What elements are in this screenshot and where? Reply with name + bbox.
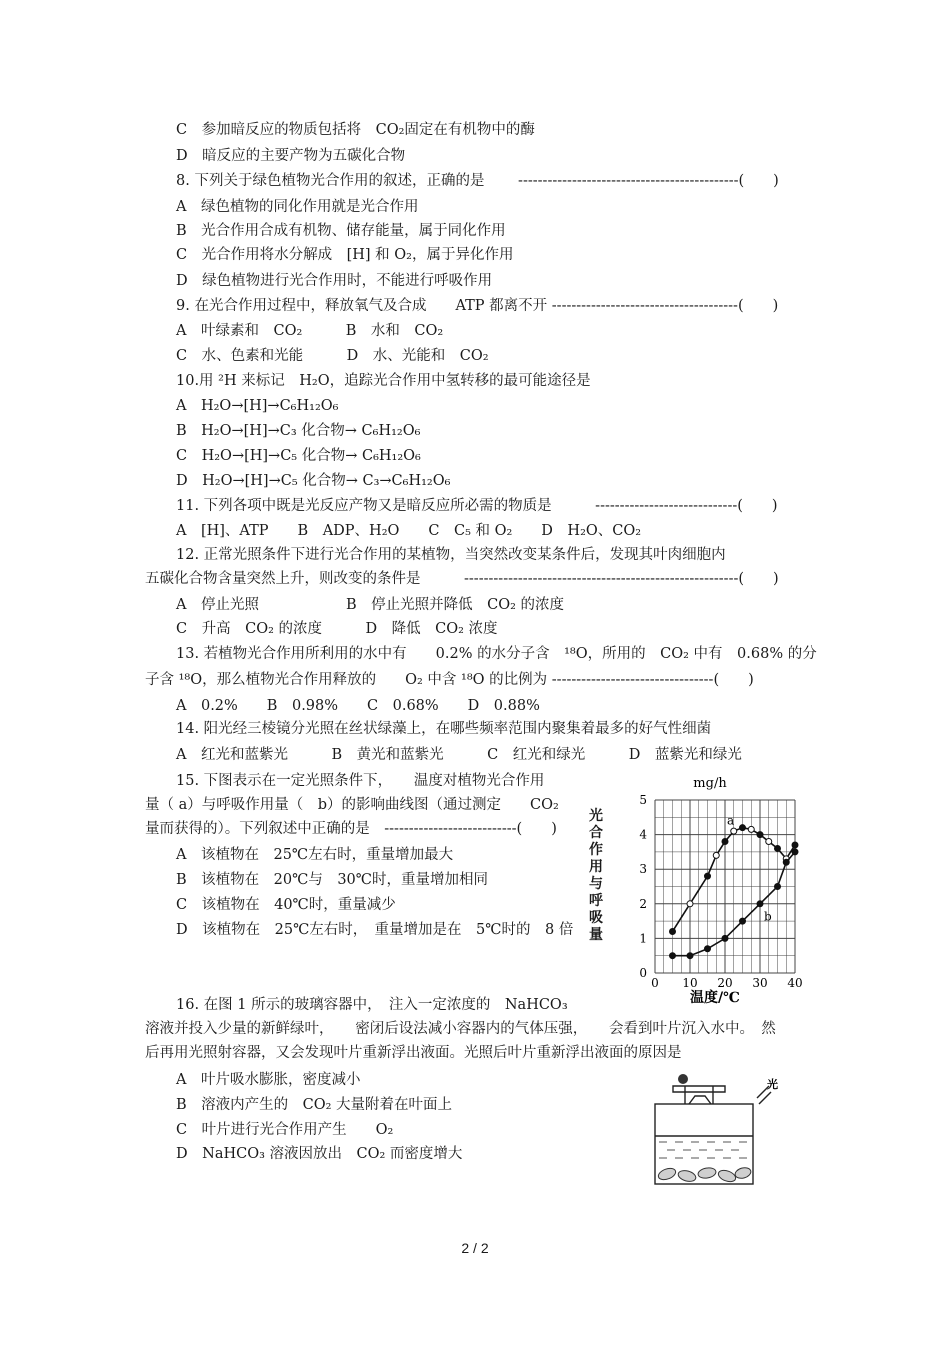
- temperature-chart: [615, 770, 815, 1005]
- question-11: 11. 下列各项中既是光反应产物又是暗反应所必需的物质是 -----------------------------( ): [176, 498, 778, 514]
- question-8: 8. 下列关于绿色植物光合作用的叙述，正确的是 ---------------------------------------------( ): [176, 173, 779, 189]
- option-8c: C 光合作用将水分解成 [H] 和 O₂，属于异化作用: [176, 247, 514, 263]
- page-number: 2 / 2: [461, 1240, 489, 1256]
- y-tick-label: 2: [639, 896, 647, 911]
- y-tick-label: 3: [639, 862, 647, 877]
- data-point-a: [775, 845, 781, 851]
- data-point-b: [792, 849, 798, 855]
- series-label-a: a: [727, 813, 735, 828]
- y-tick-label: 0: [639, 966, 647, 980]
- options-14: A 红光和蓝紫光 B 黄光和蓝紫光 C 红光和绿光 D 蓝紫光和绿光: [176, 747, 742, 763]
- y-tick-label: 5: [639, 793, 647, 807]
- question-14: 14. 阳光经三棱镜分光照在丝状绿藻上，在哪些频率范围内聚集着最多的好气性细菌: [176, 721, 712, 737]
- glass-container-diagram: [645, 1070, 785, 1190]
- x-tick-label: 30: [752, 976, 768, 990]
- valve-bar: [673, 1086, 725, 1092]
- option-15a: A 该植物在 25℃左右时，重量增加最大: [176, 847, 454, 863]
- question-13-line2: 子含 ¹⁸O，那么植物光合作用释放的 O₂ 中含 ¹⁸O 的比例为 ---------------------------------( ): [145, 672, 754, 688]
- option-16d: D NaHCO₃ 溶液因放出 CO₂ 而密度增大: [176, 1146, 463, 1162]
- question-16-line1: 16. 在图 1 所示的玻璃容器中， 注入一定浓度的 NaHCO₃: [176, 997, 568, 1013]
- data-point-a: [766, 839, 772, 845]
- chart-y-label: 光合作用与呼吸量: [589, 808, 603, 943]
- data-point-b: [783, 859, 789, 865]
- option-15d: D 该植物在 25℃左右时， 重量增加是在 5℃时的 8 倍: [176, 922, 574, 938]
- option-15c: C 该植物在 40℃时，重量减少: [176, 897, 396, 913]
- data-point-a: [731, 828, 737, 834]
- option-10b: B H₂O→[H]→C₃ 化合物→ C₆H₁₂O₆: [176, 423, 421, 439]
- leaves: [657, 1166, 752, 1184]
- options-11: A [H]、ATP B ADP、H₂O C C₅ 和 O₂ D H₂O、CO₂: [176, 523, 642, 539]
- question-12-line2: 五碳化合物含量突然上升，则改变的条件是 --------------------------------------------------------( ): [145, 571, 779, 587]
- x-tick-label: 40: [787, 976, 803, 990]
- question-12-line1: 12. 正常光照条件下进行光合作用的某植物，当突然改变某条件后，发现其叶肉细胞内: [176, 547, 726, 563]
- question-16-line3: 后再用光照射容器，又会发现叶片重新浮出液面。光照后叶片重新浮出液面的原因是: [145, 1045, 682, 1061]
- option-10c: C H₂O→[H]→C₅ 化合物→ C₆H₁₂O₆: [176, 448, 421, 464]
- option-16c: C 叶片进行光合作用产生 O₂: [176, 1122, 394, 1138]
- data-point-a: [705, 873, 711, 879]
- data-point-a: [687, 901, 693, 907]
- chart-title: mg/h: [693, 776, 727, 791]
- data-point-b: [705, 946, 711, 952]
- option-12ab: A 停止光照 B 停止光照并降低 CO₂ 的浓度: [176, 597, 565, 613]
- y-tick-label: 1: [639, 931, 647, 946]
- option-8d: D 绿色植物进行光合作用时，不能进行呼吸作用: [176, 273, 493, 289]
- light-label: 光: [767, 1078, 778, 1091]
- x-tick-label: 20: [717, 976, 733, 990]
- data-point-a: [757, 832, 763, 838]
- data-point-a: [670, 928, 676, 934]
- option-16b: B 溶液内产生的 CO₂ 大量附着在叶面上: [176, 1097, 453, 1113]
- data-point-b: [670, 953, 676, 959]
- data-point-a: [740, 825, 746, 831]
- data-point-a: [713, 852, 719, 858]
- option-7c: C 参加暗反应的物质包括将 CO₂固定在有机物中的酶: [176, 122, 535, 138]
- stopper: [689, 1096, 711, 1104]
- data-point-b: [722, 935, 728, 941]
- option-9ab: A 叶绿素和 CO₂ B 水和 CO₂: [176, 323, 444, 339]
- options-13: A 0.2% B 0.98% C 0.68% D 0.88%: [176, 698, 540, 714]
- question-10: 10.用 ²H 来标记 H₂O，追踪光合作用中氢转移的最可能途径是: [176, 373, 591, 389]
- question-13-line1: 13. 若植物光合作用所利用的水中有 0.2% 的水分子含 ¹⁸O，所用的 CO₂ 中有 0.68% 的分: [176, 646, 817, 662]
- x-tick-label: 10: [682, 976, 698, 990]
- data-point-b: [757, 901, 763, 907]
- liquid-hatching: [659, 1142, 747, 1158]
- valve-knob: [678, 1074, 688, 1084]
- option-10d: D H₂O→[H]→C₅ 化合物→ C₃→C₆H₁₂O₆: [176, 473, 451, 489]
- question-15-line1: 15. 下图表示在一定光照条件下， 温度对植物光合作用: [176, 773, 545, 789]
- question-15-line2: 量（ a）与呼吸作用量（ b）的影响曲线图（通过测定 CO₂: [145, 797, 559, 813]
- data-point-b: [775, 884, 781, 890]
- x-tick-label: 0: [651, 976, 659, 990]
- option-16a: A 叶片吸水膨胀，密度减小: [176, 1072, 361, 1088]
- option-9cd: C 水、色素和光能 D 水、光能和 CO₂: [176, 348, 489, 364]
- option-8a: A 绿色植物的同化作用就是光合作用: [176, 199, 419, 215]
- data-point-b: [687, 953, 693, 959]
- option-10a: A H₂O→[H]→C₆H₁₂O₆: [176, 398, 339, 414]
- y-tick-label: 4: [639, 827, 647, 842]
- question-16-line2: 溶液并投入少量的新鲜绿叶， 密闭后设法减小容器内的气体压强， 会看到叶片沉入水中。 然: [145, 1021, 776, 1037]
- option-12cd: C 升高 CO₂ 的浓度 D 降低 CO₂ 浓度: [176, 621, 498, 637]
- question-9: 9. 在光合作用过程中，释放氧气及合成 ATP 都离不开 --------------------------------------( ): [176, 298, 779, 314]
- data-point-a: [748, 826, 754, 832]
- question-15-line3: 量而获得的）。下列叙述中正确的是 ---------------------------( ): [145, 821, 557, 837]
- data-point-a: [722, 839, 728, 845]
- chart-x-label: 温度/℃: [690, 990, 740, 1005]
- data-point-a: [792, 842, 798, 848]
- series-label-b: b: [764, 909, 772, 924]
- option-15b: B 该植物在 20℃与 30℃时，重量增加相同: [176, 872, 488, 888]
- data-point-b: [740, 918, 746, 924]
- option-7d: D 暗反应的主要产物为五碳化合物: [176, 148, 406, 164]
- option-8b: B 光合作用合成有机物、储存能量，属于同化作用: [176, 223, 506, 239]
